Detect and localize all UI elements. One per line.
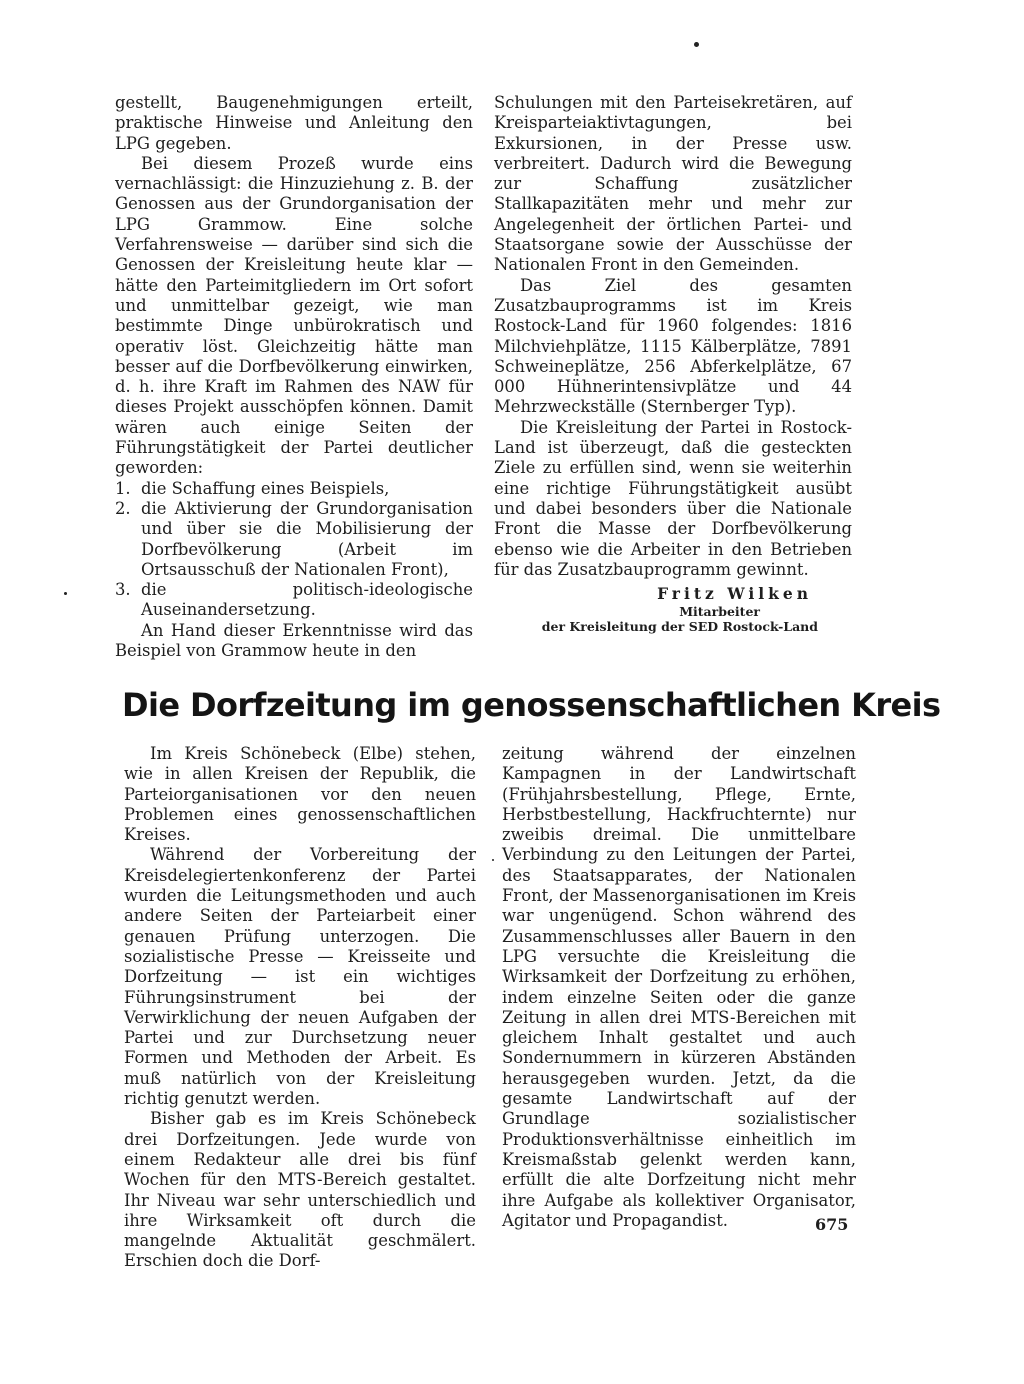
signature-affiliation: der Kreisleitung der SED Rostock-Land bbox=[541, 619, 818, 635]
list-number: 1. bbox=[115, 478, 131, 498]
scan-speck bbox=[64, 592, 67, 595]
paragraph: Im Kreis Schönebeck (Elbe) stehen, wie in allen Kreisen der Republik, die Parteiorganisationen vor den neuen Problemen eines genossenschaftlichen Kreises. bbox=[124, 744, 476, 845]
paragraph: Bisher gab es im Kreis Schönebeck drei Dorfzeitungen. Jede wurde von einem Redakteur alle drei bis fünf Wochen für den MTS-Bereich gestaltet. Ihr Niveau war sehr unterschiedlich und ihre Wirksamkeit oft durch die mangelnde Aktualität geschmälert. Erschien doch die Dorf- bbox=[124, 1109, 476, 1271]
numbered-list bbox=[115, 479, 473, 621]
paragraph: Das Ziel des gesamten Zusatzbauprogramms ist im Kreis Rostock-Land für 1960 folgendes: 1816 Milchviehplätze, 1115 Kälberplätze, 7891 Schweineplätze, 256 Abferkelplätze, 67 000 Hühnerintensivplätze und 44 Mehrzweckställe (Sternberger Typ). bbox=[494, 275, 852, 417]
paragraph: gestellt, Baugenehmigungen erteilt, praktische Hinweise und Anleitung den LPG gegeben. bbox=[115, 93, 473, 153]
article2-left-column bbox=[124, 744, 476, 1272]
scan-speck bbox=[492, 859, 494, 861]
paragraph: Während der Vorbereitung der Kreisdelegiertenkonferenz der Partei wurden die Leitungsmethoden und auch andere Seiten der Parteiarbeit einer genauen Prüfung unterzogen. Die sozialistische Presse — Kreisseite und Dorfzeitung — ist ein wichtiges Führungsinstrument bei der Verwirklichung der neuen Aufgaben der Partei und zur Durchsetzung neuer Formen und Methoden der Arbeit. Es muß natürlich von der Kreisleitung richtig genutzt werden. bbox=[124, 845, 476, 1109]
list-item bbox=[115, 499, 473, 580]
article-headline: Die Dorfzeitung im genossenschaftlichen Kreis bbox=[122, 686, 941, 724]
paragraph: Bei diesem Prozeß wurde eins vernachlässigt: die Hinzuziehung z. B. der Genossen aus der Grundorganisation der LPG Grammow. Eine solche Verfahrensweise — darüber sind sich die Genossen der Kreisleitung heute klar — hätte den Parteimitgliedern im Ort sofort und unmittelbar gezeigt, wie man bestimmte Dinge unbürokratisch und operativ löst. Gleichzeitig hätte man besser auf die Dorfbevölkerung einwirken, d. h. ihre Kraft im Rahmen des NAW für dieses Projekt ausschöpfen können. Damit wären auch einige Seiten der Führungstätigkeit der Partei deutlicher geworden: bbox=[115, 153, 473, 478]
list-number: 2. bbox=[115, 498, 131, 518]
paragraph: Die Kreisleitung der Partei in Rostock-Land ist überzeugt, daß die gesteckten Ziele zu erfüllen sind, wenn sie weiterhin eine richtige Führungstätigkeit ausübt und dabei besonders über die Nationale Front die Masse der Dorfbevölkerung ebenso wie die Arbeiter in den Betrieben für das Zusatzbauprogramm gewinnt. bbox=[494, 417, 852, 579]
article1-right-column bbox=[494, 93, 852, 634]
list-text: die Schaffung eines Beispiels, bbox=[141, 478, 390, 498]
signature-name: Fritz Wilken bbox=[657, 584, 812, 604]
list-item bbox=[115, 580, 473, 621]
list-text: die politisch-ideologische Auseinandersetzung. bbox=[141, 580, 473, 620]
paragraph: An Hand dieser Erkenntnisse wird das Beispiel von Grammow heute in den bbox=[115, 620, 473, 661]
list-text: die Aktivierung der Grundorganisation und über sie die Mobilisierung der Dorfbevölkerung (Arbeit im Ortsausschuß der Nationalen Front), bbox=[141, 498, 473, 579]
signature-role: Mitarbeiter bbox=[679, 604, 760, 620]
list-number: 3. bbox=[115, 580, 131, 600]
article1-left-column bbox=[115, 93, 473, 661]
page-number: 675 bbox=[815, 1215, 849, 1234]
paragraph: zeitung während der einzelnen Kampagnen in der Landwirtschaft (Frühjahrsbestellung, Pflege, Ernte, Herbstbestellung, Hackfruchternte) nur zweibis dreimal. Die unmittelbare Verbindung zu den Leitungen der Partei, des Staatsapparates, der Nationalen Front, der Massenorganisationen im Kreis war ungenügend. Schon während des Zusammenschlusses aller Bauern in den LPG versuchte die Kreisleitung die Wirksamkeit der Dorfzeitung zu erhöhen, indem einzelne Seiten oder die ganze Zeitung in allen drei MTS-Bereichen mit gleichem Inhalt gestaltet und auch Sondernummern in kürzeren Abständen herausgegeben wurden. Jetzt, da die gesamte Landwirtschaft auf der Grundlage sozialistischer Produktionsverhältnisse einheitlich im Kreismaßstab gelenkt werden kann, erfüllt die alte Dorfzeitung nicht mehr ihre Aufgabe als kollektiver Organisator, Agitator und Propagandist. bbox=[502, 744, 856, 1230]
article2-right-column bbox=[502, 744, 856, 1231]
paragraph: Schulungen mit den Parteisekretären, auf Kreisparteiaktivtagungen, bei Exkursionen, in der Presse usw. verbreitert. Dadurch wird die Bewegung zur Schaffung zusätzlicher Stallkapazitäten mehr und mehr zur Angelegenheit der örtlichen Partei- und Staatsorgane sowie der Ausschüsse der Nationalen Front in den Gemeinden. bbox=[494, 93, 852, 275]
scan-speck bbox=[694, 42, 699, 47]
list-item bbox=[115, 479, 473, 499]
